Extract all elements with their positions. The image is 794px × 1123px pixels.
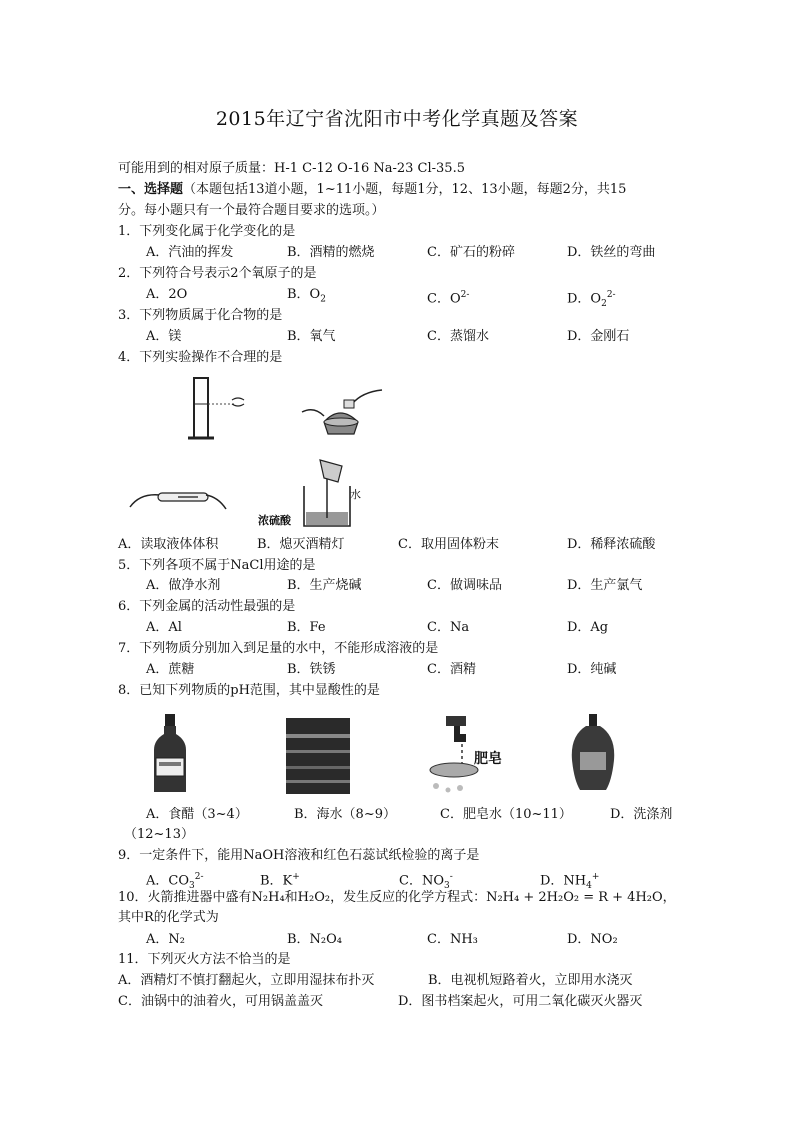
q1-option-a: A．汽油的挥发 bbox=[146, 245, 234, 260]
q4-option-d: D．稀释浓硫酸 bbox=[567, 537, 656, 552]
q3-option-a: A．镁 bbox=[146, 329, 182, 344]
q3-option-d: D．金刚石 bbox=[567, 329, 630, 344]
q6-option-a: A．Al bbox=[146, 620, 182, 635]
q9-d-text: D．NH bbox=[540, 873, 587, 889]
q5-stem: 5．下列各项不属于NaCl用途的是 bbox=[118, 558, 316, 573]
q9-b-text: B．K bbox=[260, 873, 293, 889]
page-title: 2015年辽宁省沈阳市中考化学真题及答案 bbox=[215, 108, 579, 130]
q8-option-b: B．海水（8~9） bbox=[294, 807, 396, 822]
q4-option-a: A．读取液体体积 bbox=[118, 537, 219, 552]
q2-d-sup: 2- bbox=[606, 290, 616, 300]
q9-c-sub: 3 bbox=[443, 880, 450, 891]
q11-stem: 11．下列灭火方法不恰当的是 bbox=[118, 952, 291, 967]
q9-a-text: A．CO bbox=[146, 873, 189, 889]
section-intro bbox=[118, 181, 626, 199]
q1-stem: 1．下列变化属于化学变化的是 bbox=[118, 224, 296, 239]
atomic-masses: 可能用到的相对原子质量：H-1 C-12 O-16 Na-23 Cl-35.5 bbox=[118, 161, 465, 176]
q2-d-text: D．O bbox=[567, 291, 602, 307]
q11-option-d: D．图书档案起火，可用二氧化碳灭火器灭 bbox=[398, 994, 643, 1009]
q9-a-sub: 3 bbox=[189, 880, 195, 891]
q11-option-b: B．电视机短路着火，立即用水浇灭 bbox=[428, 973, 633, 988]
q9-d-sup: + bbox=[591, 872, 600, 882]
q5-option-b: B．生产烧碱 bbox=[287, 578, 362, 593]
q9-stem: 9．一定条件下，能用NaOH溶液和红色石蕊试纸检验的离子是 bbox=[118, 848, 480, 863]
seawater-figure bbox=[284, 716, 352, 796]
test-tube-figure bbox=[128, 483, 228, 519]
q5-option-c: C．做调味品 bbox=[427, 578, 502, 593]
q11-option-a: A．酒精灯不慎打翻起火，立即用湿抹布扑灭 bbox=[118, 973, 375, 988]
q8-option-a: A．食醋（3~4） bbox=[146, 807, 248, 822]
q7-stem: 7．下列物质分别加入到足量的水中，不能形成溶液的是 bbox=[118, 641, 439, 656]
q1-option-d: D．铁丝的弯曲 bbox=[567, 245, 656, 260]
section-desc-2: 分。每小题只有一个最符合题目要求的选项。） bbox=[118, 203, 385, 218]
q2-c-text: C．O bbox=[427, 291, 461, 307]
q8-stem: 8．已知下列物质的pH范围，其中显酸性的是 bbox=[118, 683, 380, 698]
q10-stem-2: 其中R的化学式为 bbox=[118, 910, 219, 925]
q9-option-b bbox=[260, 868, 300, 890]
q9-b-sup: + bbox=[292, 872, 300, 882]
q10-option-d: D．NO₂ bbox=[567, 932, 618, 947]
q6-stem: 6．下列金属的活动性最强的是 bbox=[118, 599, 296, 614]
q10-option-c: C．NH₃ bbox=[427, 932, 478, 947]
q2-b-text: B．O bbox=[287, 287, 321, 302]
q9-a-sup: 2- bbox=[194, 872, 204, 882]
q4-option-c: C．取用固体粉末 bbox=[398, 537, 499, 552]
soap-label: 肥皂 bbox=[474, 751, 502, 767]
q2-option-c bbox=[427, 286, 469, 308]
q2-option-b bbox=[287, 286, 326, 309]
q9-d-sub: 4 bbox=[586, 880, 592, 891]
q7-option-d: D．纯碱 bbox=[567, 662, 617, 677]
q5-option-d: D．生产氯气 bbox=[567, 578, 643, 593]
q6-option-d: D．Ag bbox=[567, 620, 609, 635]
vinegar-bottle-figure bbox=[150, 712, 190, 796]
q11-option-c: C．油锅中的油着火，可用锅盖盖灭 bbox=[118, 994, 323, 1009]
q4-stem: 4．下列实验操作不合理的是 bbox=[118, 350, 283, 365]
q5-option-a: A．做净水剂 bbox=[146, 578, 221, 593]
q10-stem-1: 10．火箭推进器中盛有N₂H₄和H₂O₂，发生反应的化学方程式：N₂H₄ + 2H₂O₂ = R + 4H₂O， bbox=[118, 890, 676, 905]
section-heading: 一、选择题 bbox=[118, 182, 184, 197]
q10-option-a: A．N₂ bbox=[146, 932, 185, 947]
q8-option-c: C．肥皂水（10~11） bbox=[440, 807, 572, 822]
q3-option-b: B．氧气 bbox=[287, 329, 336, 344]
q8-option-d: D．洗涤剂 bbox=[610, 807, 673, 822]
q6-option-b: B．Fe bbox=[287, 620, 326, 635]
q2-d-sub: 2 bbox=[601, 298, 607, 309]
graduated-cylinder-figure bbox=[186, 374, 256, 444]
q9-c-sup: - bbox=[449, 872, 453, 882]
q2-stem: 2．下列符合号表示2个氧原子的是 bbox=[118, 266, 317, 281]
q6-option-c: C．Na bbox=[427, 620, 470, 635]
q1-option-c: C．矿石的粉碎 bbox=[427, 245, 515, 260]
q7-option-a: A．蔗糖 bbox=[146, 662, 195, 677]
q2-c-sup: 2- bbox=[460, 290, 470, 300]
q2-option-d bbox=[567, 286, 616, 313]
q3-option-c: C．蒸馏水 bbox=[427, 329, 489, 344]
q4-option-b: B．熄灭酒精灯 bbox=[257, 537, 345, 552]
q7-option-c: C．酒精 bbox=[427, 662, 476, 677]
q8-option-d-range: （12~13） bbox=[124, 827, 194, 842]
q2-option-a: A．2O bbox=[146, 287, 188, 302]
acid-label: 浓硫酸 bbox=[258, 514, 291, 527]
alcohol-lamp-figure bbox=[292, 382, 388, 442]
section-desc-1: （本题包括13道小题，1~11小题，每题1分，12、13小题，每题2分，共15 bbox=[183, 182, 627, 197]
detergent-bottle-figure bbox=[568, 712, 618, 798]
q9-c-text: C．NO bbox=[399, 873, 444, 889]
q2-b-sub: 2 bbox=[320, 294, 326, 305]
q3-stem: 3．下列物质属于化合物的是 bbox=[118, 308, 283, 323]
q7-option-b: B．铁锈 bbox=[287, 662, 336, 677]
q10-option-b: B．N₂O₄ bbox=[287, 932, 343, 947]
q1-option-b: B．酒精的燃烧 bbox=[287, 245, 375, 260]
water-label: 水 bbox=[350, 488, 361, 501]
